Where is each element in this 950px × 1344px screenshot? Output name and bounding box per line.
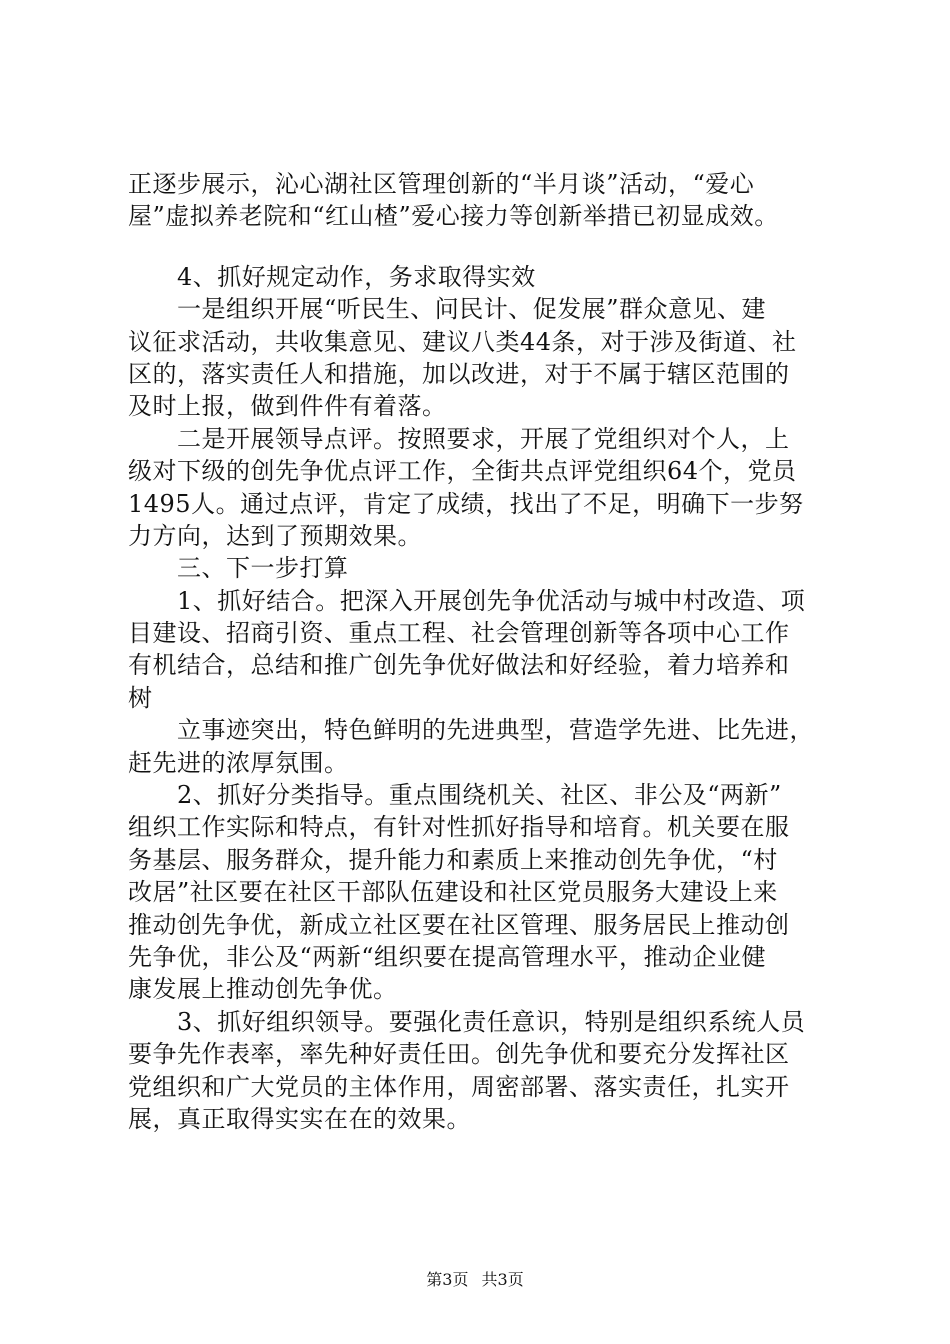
body-line: 级对下级的创先争优点评工作，全街共点评党组织64个，党员	[128, 457, 797, 486]
body-line: 推动创先争优，新成立社区要在社区管理、服务居民上推动创	[128, 910, 790, 939]
body-line: 赶先进的浓厚氛围。	[128, 748, 349, 777]
body-line: 正逐步展示，沁心湖社区管理创新的“半月谈”活动，“爱心	[128, 170, 755, 198]
paragraph-gap	[128, 233, 838, 261]
body-line: 力方向，达到了预期效果。	[128, 521, 422, 550]
body-line: 二是开展领导点评。按照要求，开展了党组织对个人，上	[128, 424, 790, 453]
document-body	[128, 168, 838, 1135]
body-line: 改居”社区要在社区干部队伍建设和社区党员服务大建设上来	[128, 878, 778, 907]
body-line: 展，真正取得实实在在的效果。	[128, 1104, 471, 1133]
body-line: 树	[128, 683, 153, 712]
body-line: 屋”虚拟养老院和“红山楂”爱心接力等创新举措已初显成效。	[128, 202, 779, 231]
section-heading: 三、下一步打算	[128, 554, 349, 583]
body-line: 区的，落实责任人和措施，加以改进，对于不属于辖区范围的	[128, 359, 790, 388]
body-line: 组织工作实际和特点，有针对性抓好指导和培育。机关要在服	[128, 813, 790, 842]
body-line: 议征求活动，共收集意见、建议八类44条，对于涉及街道、社	[128, 327, 797, 356]
body-line: 及时上报，做到件件有着落。	[128, 392, 447, 421]
page-footer	[0, 1270, 950, 1290]
body-line: 先争优，非公及“两新“组织要在提高管理水平，推动企业健	[128, 942, 767, 971]
body-line: 一是组织开展“听民生、问民计、促发展”群众意见、建	[128, 295, 767, 324]
body-line: 有机结合，总结和推广创先争优好做法和好经验，着力培养和	[128, 651, 790, 680]
body-line: 务基层、服务群众，提升能力和素质上来推动创先争优，“村	[128, 845, 778, 874]
section-heading: 4、抓好规定动作，务求取得实效	[128, 262, 536, 291]
body-line: 1、抓好结合。把深入开展创先争优活动与城中村改造、项	[128, 586, 806, 615]
body-line: 目建设、招商引资、重点工程、社会管理创新等各项中心工作	[128, 619, 790, 648]
page-number: 第3页	[426, 1270, 469, 1289]
body-line: 3、抓好组织领导。要强化责任意识，特别是组织系统人员	[128, 1007, 806, 1036]
page-total: 共3页	[481, 1270, 524, 1289]
body-line: 康发展上推动创先争优。	[128, 975, 398, 1004]
body-line: 立事迹突出，特色鲜明的先进典型，营造学先进、比先进，	[128, 716, 814, 745]
body-line: 1495人。通过点评，肯定了成绩，找出了不足，明确下一步努	[128, 489, 804, 518]
body-line: 2、抓好分类指导。重点围绕机关、社区、非公及“两新”	[128, 781, 782, 810]
body-line: 要争先作表率，率先种好责任田。创先争优和要充分发挥社区	[128, 1040, 790, 1069]
body-line: 党组织和广大党员的主体作用，周密部署、落实责任，扎实开	[128, 1072, 790, 1101]
